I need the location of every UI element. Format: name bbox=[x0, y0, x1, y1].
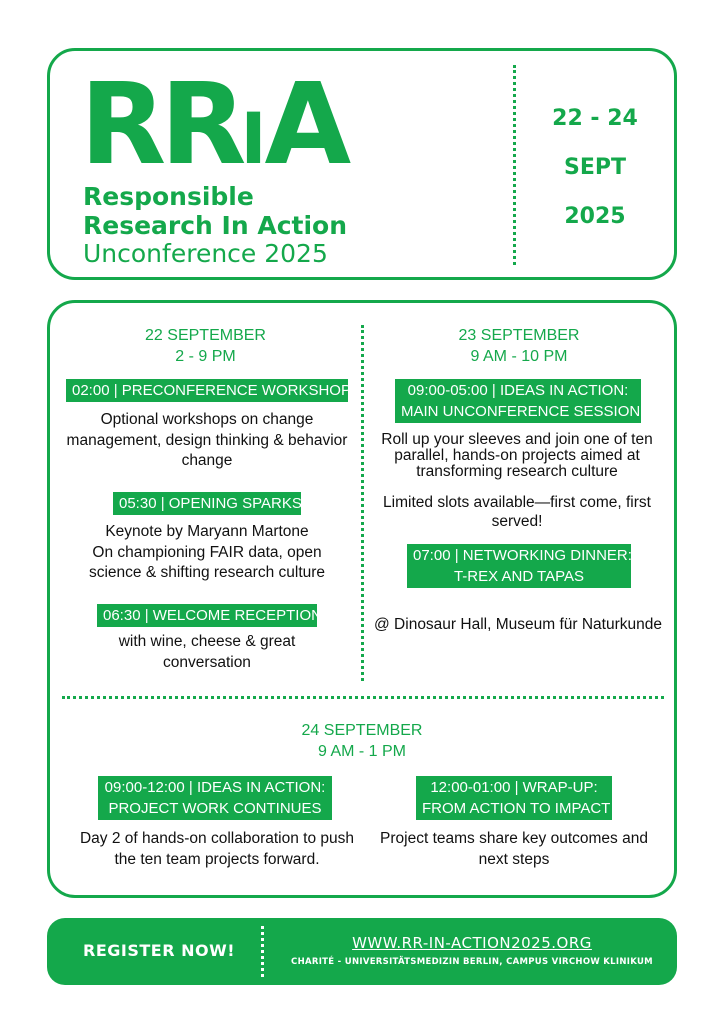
rria-logo: RRIA bbox=[80, 60, 346, 190]
day2-time: 9 AM - 10 PM bbox=[470, 348, 568, 365]
tagline-research-in-action: Research In Action bbox=[83, 211, 348, 240]
day3-heading bbox=[50, 720, 674, 762]
event-label: 05:30 | OPENING SPARKS bbox=[113, 492, 301, 515]
website-link[interactable]: WWW.RR-IN-ACTION2025.ORG bbox=[352, 934, 592, 952]
day3-date: 24 SEPTEMBER bbox=[301, 722, 423, 739]
date-year: 2025 bbox=[564, 204, 626, 229]
event-desc: with wine, cheese & great conversation bbox=[118, 633, 296, 671]
event-label: 07:00 | NETWORKING DINNER: T-REX AND TAPAS bbox=[407, 544, 631, 588]
event-desc: @ Dinosaur Hall, Museum für Naturkunde bbox=[374, 616, 662, 633]
header-divider bbox=[513, 65, 516, 265]
day1-date: 22 SEPTEMBER bbox=[145, 327, 266, 344]
event-label: 12:00-01:00 | WRAP-UP: FROM ACTION TO IMPACT bbox=[416, 776, 612, 820]
event-label: 09:00-12:00 | IDEAS IN ACTION: PROJECT WORK CONTINUES bbox=[98, 776, 332, 820]
footer-divider bbox=[261, 926, 264, 977]
venue-text: CHARITÉ - UNIVERSITÄTSMEDIZIN BERLIN, CAMPUS VIRCHOW KLINIKUM bbox=[291, 957, 653, 967]
event-label: 09:00-05:00 | IDEAS IN ACTION: MAIN UNCONFERENCE SESSIONS bbox=[395, 379, 641, 423]
event-label: 02:00 | PRECONFERENCE WORKSHOPS bbox=[66, 379, 348, 402]
event-desc: Day 2 of hands-on collaboration to push the ten team projects forward. bbox=[79, 830, 354, 868]
event-label: 06:30 | WELCOME RECEPTION bbox=[97, 604, 317, 627]
tagline-responsible: Responsible bbox=[83, 182, 254, 211]
event-desc: Project teams share key outcomes and next steps bbox=[380, 830, 648, 868]
day-divider bbox=[62, 696, 664, 699]
event-desc: Roll up your sleeves and join one of ten parallel, hands-on projects aimed at transforming research culture bbox=[381, 431, 653, 480]
tagline-unconference: Unconference 2025 bbox=[83, 239, 328, 268]
day1-time: 2 - 9 PM bbox=[175, 348, 236, 365]
column-divider bbox=[361, 325, 364, 681]
day3-time: 9 AM - 1 PM bbox=[317, 743, 407, 760]
event-desc: Limited slots available—first come, first served! bbox=[383, 494, 651, 530]
event-desc: Optional workshops on change management, design thinking & behavior change bbox=[66, 411, 348, 469]
register-button[interactable]: REGISTER NOW! bbox=[83, 941, 236, 960]
schedule-card bbox=[47, 300, 677, 898]
date-month: SEPT bbox=[563, 155, 626, 180]
header-card bbox=[47, 48, 677, 280]
event-dates bbox=[530, 106, 660, 253]
day2-heading bbox=[364, 325, 674, 367]
event-desc: Keynote by Maryann Martone On championing FAIR data, open science & shifting research culture bbox=[88, 523, 326, 581]
date-range: 22 - 24 bbox=[552, 106, 638, 131]
footer-bar bbox=[47, 918, 677, 985]
day2-date: 23 SEPTEMBER bbox=[458, 327, 580, 344]
day1-heading bbox=[50, 325, 361, 367]
